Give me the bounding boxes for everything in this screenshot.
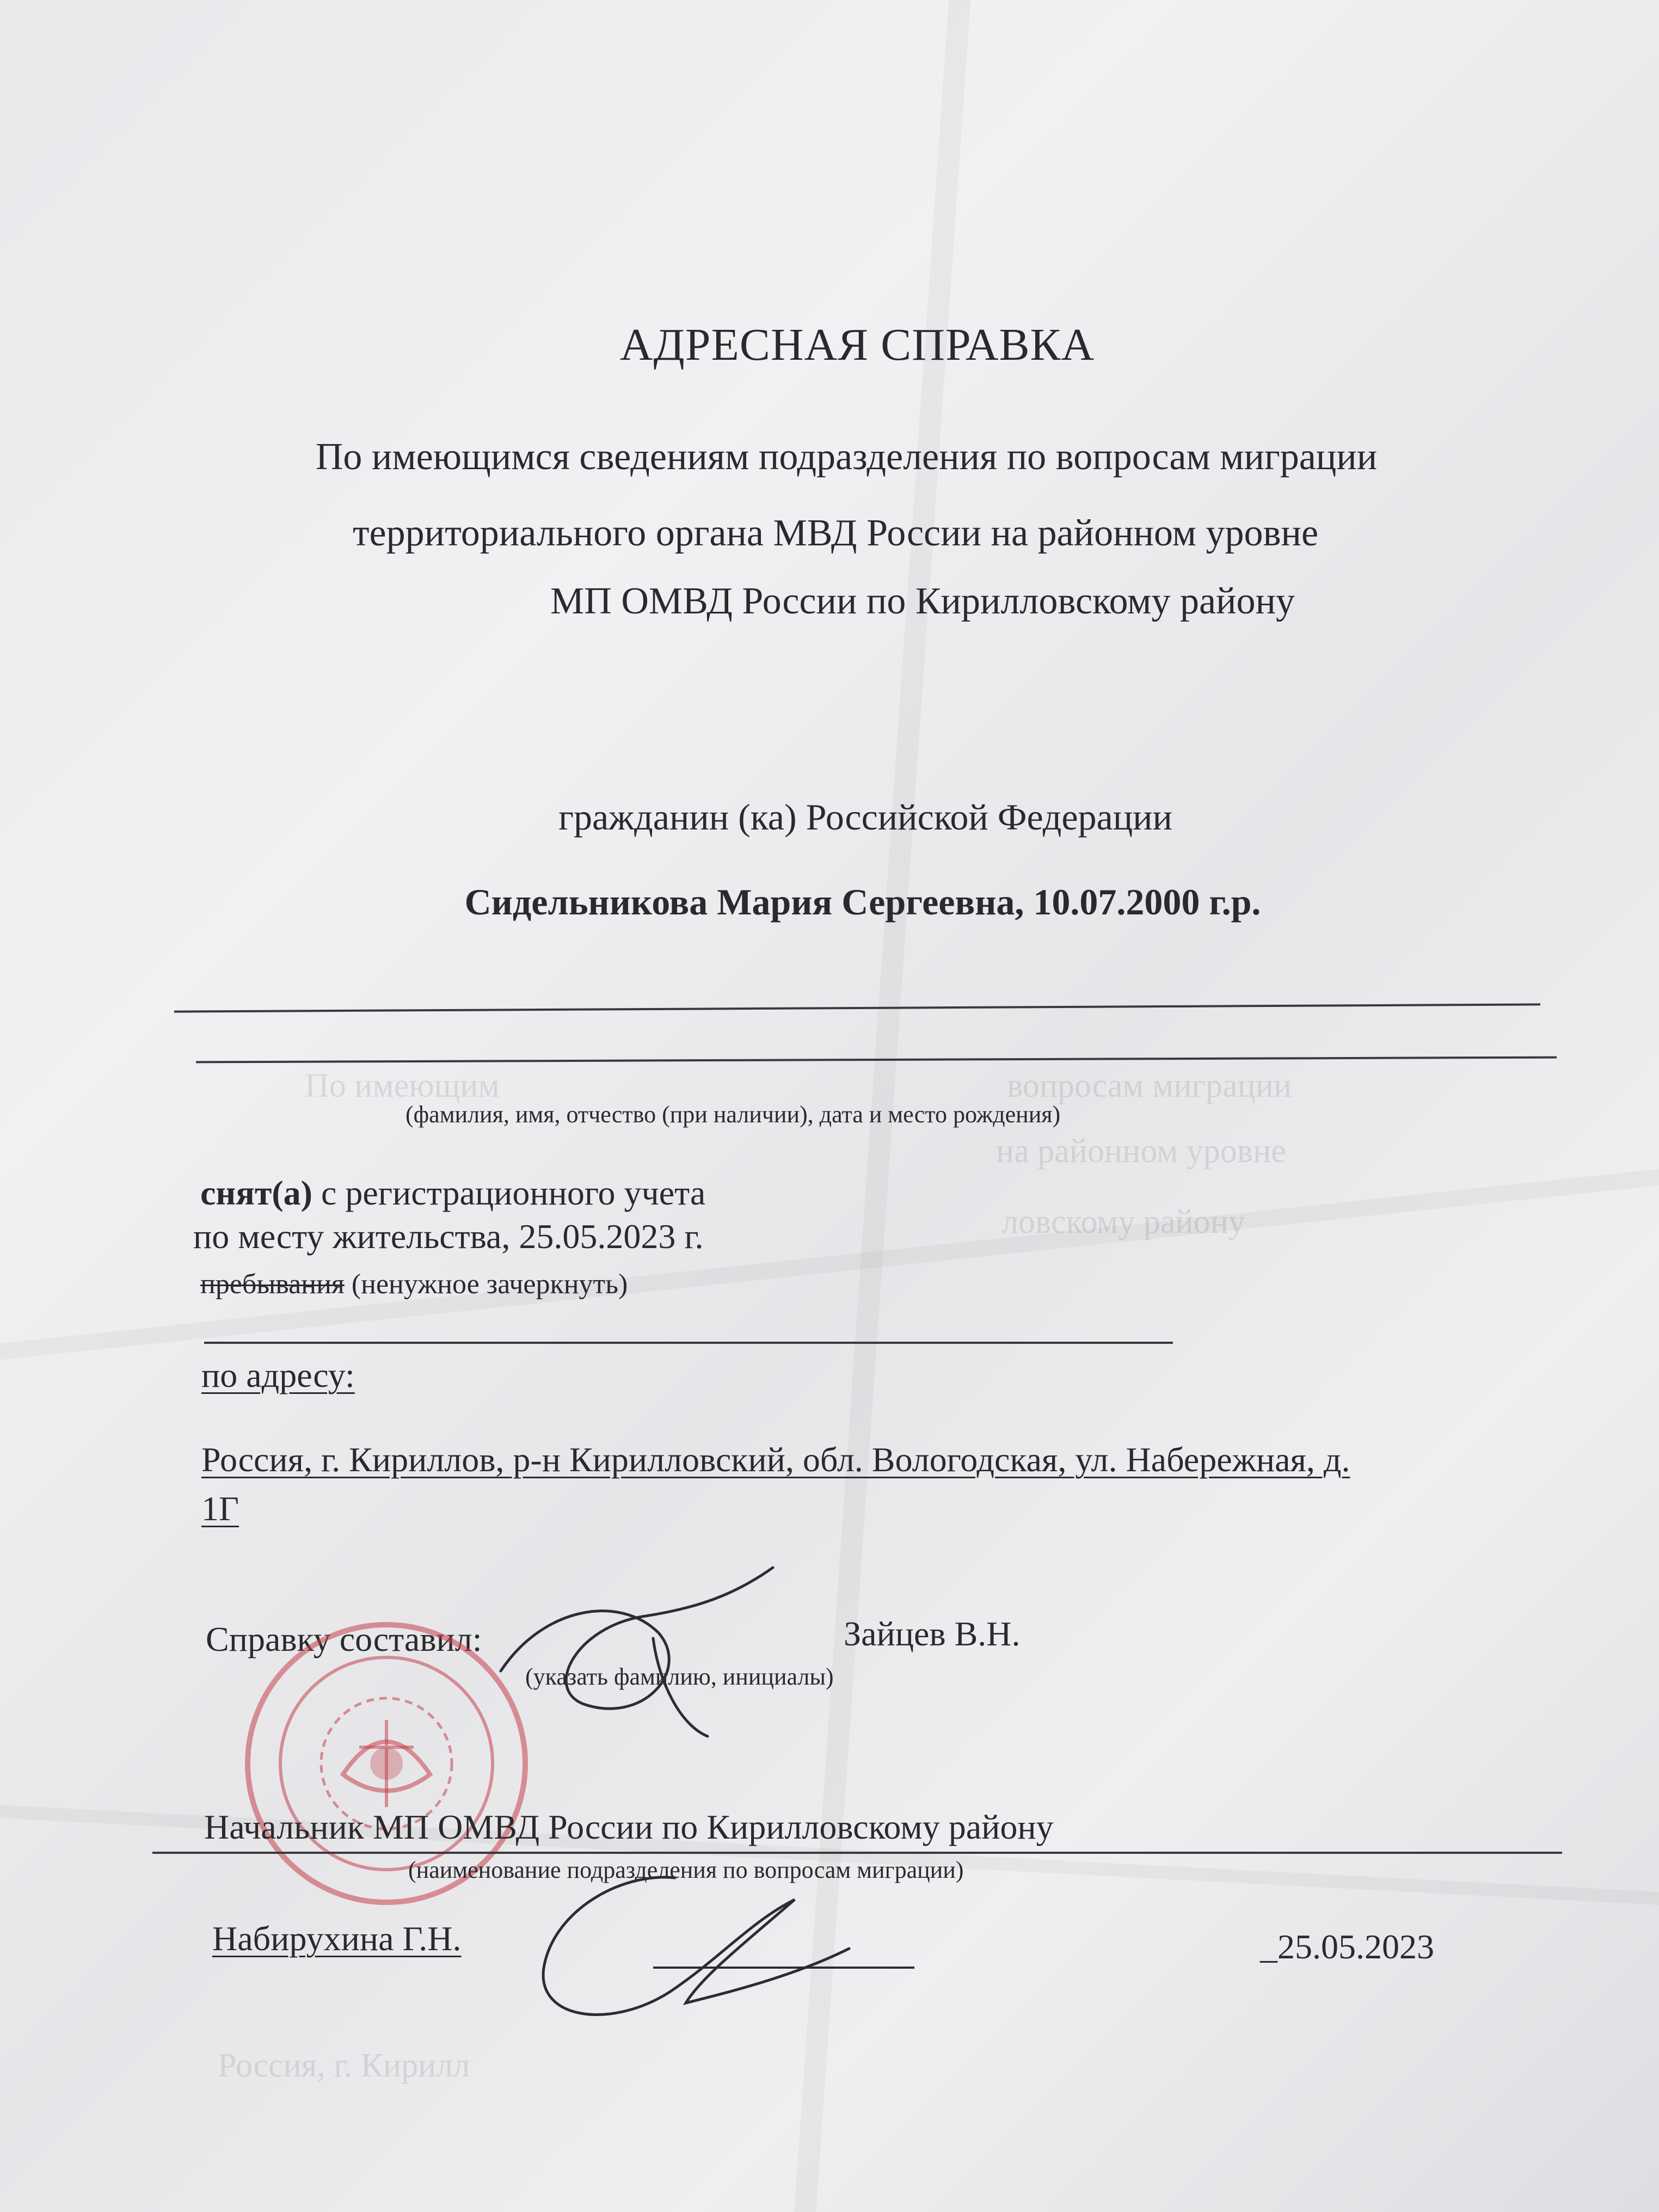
head-name: Набирухина Г.Н. — [212, 1919, 462, 1958]
head-caption: (наименование подразделения по вопросам миграции) — [408, 1857, 964, 1883]
document-title: АДРЕСНАЯ СПРАВКА — [619, 319, 1095, 370]
show-through-text: вопросам миграции — [1007, 1067, 1292, 1104]
document-date: _25.05.2023 — [1260, 1927, 1434, 1966]
blank-line — [174, 1003, 1540, 1012]
struck-word: пребывания — [200, 1269, 345, 1300]
removed-line — [200, 1173, 705, 1213]
intro-line-3: МП ОМВД России по Кирилловскому району — [550, 580, 1295, 622]
show-through-text: ловскому району — [1001, 1203, 1245, 1240]
head-signature — [523, 1867, 936, 2036]
person-name-birthdate: Сидельникова Мария Сергеевна, 10.07.2000 г.р. — [464, 881, 1261, 923]
compiled-label: Справку составил: — [206, 1620, 482, 1658]
intro-line-2: территориального органа МВД России на районном уровне — [352, 512, 1319, 554]
address-line-1: Россия, г. Кириллов, р-н Кирилловский, обл. Вологодская, ул. Набережная, д. — [201, 1440, 1350, 1479]
removed-text: с регистрационного учета — [312, 1173, 706, 1212]
address-label: по адресу: — [201, 1356, 355, 1394]
show-through-text: Россия, г. Кирилл — [218, 2047, 470, 2084]
person-caption: (фамилия, имя, отчество (при наличии), дата и место рождения) — [405, 1101, 1061, 1128]
compiler-signature — [479, 1562, 784, 1758]
stay-line — [200, 1268, 628, 1300]
intro-line-1: По имеющимся сведениям подразделения по вопросам миграции — [315, 436, 1378, 478]
removed-status: снят(а) — [200, 1173, 312, 1212]
compiled-caption: (указать фамилию, инициалы) — [525, 1663, 834, 1690]
blank-line — [196, 1056, 1557, 1064]
blank-line — [204, 1342, 1173, 1344]
head-position: Начальник МП ОМВД России по Кирилловскому району — [204, 1808, 1054, 1846]
blank-line — [152, 1852, 1562, 1854]
show-through-text: на районном уровне — [996, 1133, 1286, 1170]
address-line-2: 1Г — [201, 1489, 239, 1528]
show-through-text: По имеющим — [305, 1067, 500, 1104]
compiled-name: Зайцев В.Н. — [844, 1614, 1021, 1653]
citizenship: гражданин (ка) Российской Федерации — [558, 796, 1172, 838]
stay-note: (ненужное зачеркнуть) — [344, 1269, 628, 1300]
residence-line: по месту жительства, 25.05.2023 г. — [193, 1217, 704, 1256]
